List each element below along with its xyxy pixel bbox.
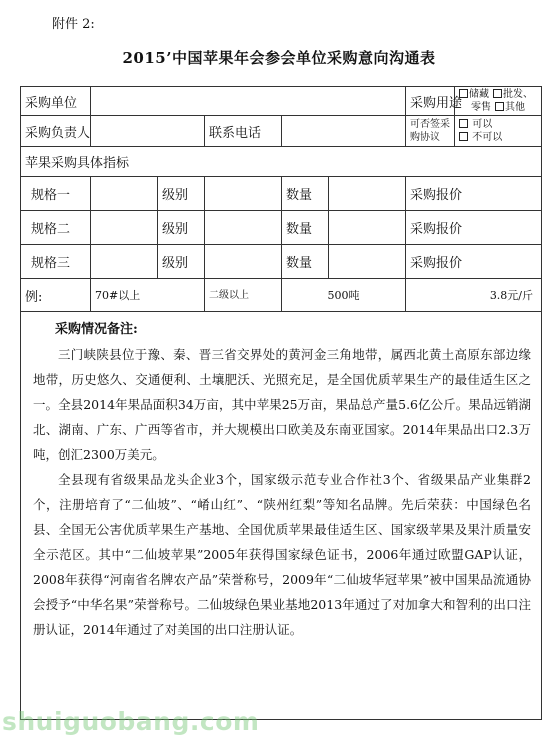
- qty-value-field[interactable]: [329, 245, 406, 279]
- person-field[interactable]: [91, 116, 205, 147]
- sign-options: [455, 116, 542, 147]
- phone-field[interactable]: [282, 116, 406, 147]
- grade-label: 级别: [158, 211, 205, 245]
- row-contact: [21, 116, 542, 147]
- example-grade: 二级以上: [205, 279, 282, 312]
- phone-label: 联系电话: [205, 116, 282, 147]
- qty-value-field[interactable]: [329, 211, 406, 245]
- unit-label: 采购单位: [21, 87, 91, 116]
- price-cell[interactable]: [406, 211, 542, 245]
- price-label: 采购报价: [410, 222, 463, 237]
- spec-row: [21, 245, 542, 279]
- spec-header: 苹果采购具体指标: [21, 147, 542, 177]
- grade-label: 级别: [158, 177, 205, 211]
- example-label: 例:: [21, 279, 91, 312]
- grade-value-field[interactable]: [205, 211, 282, 245]
- row-unit: [21, 87, 542, 116]
- watermark: shuiguobang.com: [2, 707, 260, 736]
- grade-value-field[interactable]: [205, 245, 282, 279]
- sign-label: 可否签采购协议: [406, 116, 455, 147]
- attachment-label: 附件 2:: [52, 17, 95, 32]
- unit-field[interactable]: [91, 87, 406, 116]
- grade-value-field[interactable]: [205, 177, 282, 211]
- notes-paragraph: 三门峡陕县位于豫、秦、晋三省交界处的黄河金三角地带，属西北黄土高原东部边缘地带，历史悠久、交通便利、土壤肥沃、光照充足，是全国优质苹果生产的最佳适生区之一。全县2014年果品面积34万亩，其中苹果25万亩，果品总产量5.6亿公斤。果品远销湖北、湖南、广东、广西等省市，并大规模出口欧美及东南亚国家。2014年果品出口2.3万吨，创汇2300万美元。: [33, 347, 532, 462]
- qty-label: 数量: [282, 245, 329, 279]
- purpose-option-retail[interactable]: 零售: [471, 102, 492, 113]
- notes-cell[interactable]: [21, 312, 542, 720]
- spec-row: [21, 177, 542, 211]
- sign-option-no[interactable]: 不可以: [459, 131, 502, 144]
- purpose-option-storage[interactable]: 储藏: [459, 88, 489, 101]
- price-cell[interactable]: [406, 177, 542, 211]
- checkbox-icon: [459, 132, 468, 141]
- notes-title: 采购情况备注:: [55, 322, 138, 337]
- notes-paragraph: 全县现有省级果品龙头企业3个，国家级示范专业合作社3个、省级果品产业集群2个，注册培育了“二仙坡”、“崤山红”、“陕州红梨”等知名品牌。先后荣获：中国绿色名县、全国无公害优质苹果生产基地、全国优质苹果最佳适生区、国家级苹果及果汁质量安全示范区。其中“二仙坡苹果”2005年获得国家绿色证书，2006年通过欧盟GAP认证，2008年获得“河南省名牌农产品”荣誉称号，2009年“二仙坡华冠苹果”被中国果品流通协会授予“中华名果”荣誉称号。二仙坡绿色果业基地2013年通过了对加拿大和智利的出口注册认证，2014年通过了对美国的出口注册认证。: [33, 472, 532, 637]
- checkbox-icon: [459, 119, 468, 128]
- qty-label: 数量: [282, 177, 329, 211]
- spec-label: 规格二: [21, 211, 91, 245]
- sign-option-yes[interactable]: 可以: [459, 118, 492, 131]
- purpose-label: 采购用途: [406, 87, 455, 116]
- purpose-option-wholesale[interactable]: 批发、: [493, 88, 533, 101]
- purpose-options: [455, 87, 542, 116]
- price-label: 采购报价: [410, 188, 463, 203]
- notes-row: [21, 312, 542, 720]
- row-spec-header: [21, 147, 542, 177]
- document-title: 2015’中国苹果年会参会单位采购意向沟通表: [122, 49, 436, 67]
- qty-label: 数量: [282, 211, 329, 245]
- spec-value-field[interactable]: [91, 177, 158, 211]
- spec-label: 规格一: [21, 177, 91, 211]
- checkbox-icon: [459, 89, 468, 98]
- example-row: [21, 279, 542, 312]
- procurement-form-table: [20, 86, 542, 720]
- grade-label: 级别: [158, 245, 205, 279]
- example-size: 70#以上: [91, 279, 205, 312]
- spec-value-field[interactable]: [91, 211, 158, 245]
- example-price: 3.8元/斤: [406, 279, 542, 312]
- spec-row: [21, 211, 542, 245]
- checkbox-icon: [493, 89, 502, 98]
- spec-label: 规格三: [21, 245, 91, 279]
- spec-value-field[interactable]: [91, 245, 158, 279]
- example-qty: 500吨: [282, 279, 406, 312]
- qty-value-field[interactable]: [329, 177, 406, 211]
- purpose-option-other[interactable]: 其他: [495, 101, 525, 114]
- price-cell[interactable]: [406, 245, 542, 279]
- price-label: 采购报价: [410, 256, 463, 271]
- person-label: 采购负责人: [21, 116, 91, 147]
- checkbox-icon: [495, 102, 504, 111]
